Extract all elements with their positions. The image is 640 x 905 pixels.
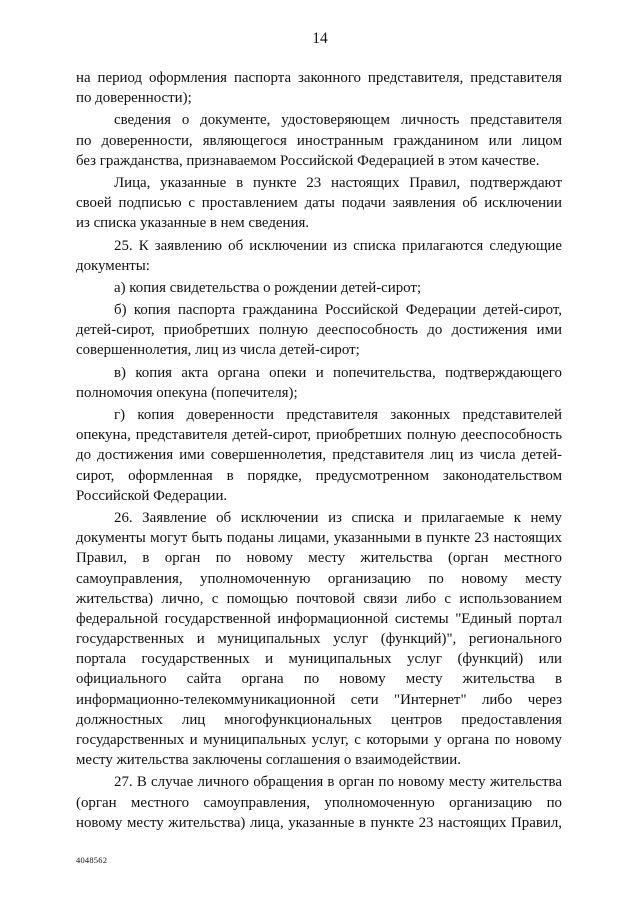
- text-line: 27. В случае личного обращения в орган по новому месту жительства: [114, 774, 562, 791]
- text-line: на период оформления паспорта законного представителя, представителя: [76, 70, 562, 86]
- text-line: сирот, оформленная в порядке, предусмотренном законодательством: [76, 467, 562, 484]
- text-line: Российской Федерации.: [76, 487, 228, 504]
- page-number: 14: [312, 30, 328, 47]
- paragraph: [76, 772, 562, 833]
- text-line: информационно-телекоммуникационной сети "Интернет" либо через: [76, 691, 562, 708]
- text-line: по доверенности, являющегося иностранным гражданином или лицом: [76, 132, 562, 149]
- text-line: государственных и муниципальных услуг (функций)", регионального: [76, 631, 562, 648]
- text-line: официального сайта органа по новому месту жительства в: [76, 671, 562, 688]
- text-line: должностных лиц многофункциональных центров предоставления: [76, 711, 562, 728]
- paragraph: [76, 278, 562, 298]
- document-code: 4048562: [76, 855, 108, 865]
- text-line: месту жительства заключены соглашения о взаимодействии.: [76, 752, 461, 769]
- text-line: документы:: [76, 257, 150, 274]
- text-line: 25. К заявлению об исключении из списка прилагаются следующие: [114, 237, 562, 254]
- text-line: совершеннолетия, лиц из числа детей-сирот;: [76, 342, 360, 359]
- text-line: самоуправления, уполномоченную организацию по новому месту: [76, 570, 562, 587]
- text-line: 26. Заявление об исключении из списка и прилагаемые к нему: [114, 509, 562, 526]
- text-line: г) копия доверенности представителя законных представителей: [114, 407, 562, 423]
- text-line: портала государственных и муниципальных услуг (функций) или: [76, 651, 562, 668]
- paragraph: [76, 173, 562, 234]
- text-line: детей-сирот, приобретших полную дееспособность до достижения ими: [76, 322, 562, 339]
- text-line: государственных и муниципальных услуг, с которыми у органа по новому: [76, 732, 562, 748]
- paragraph: [76, 405, 562, 506]
- text-line: полномочия опекуна (попечителя);: [76, 384, 298, 401]
- paragraph: [76, 68, 562, 108]
- text-line: новому месту жительства) лица, указанные в пункте 23 настоящих Правил,: [76, 814, 562, 831]
- text-line: из списка указанные в нем сведения.: [76, 215, 310, 232]
- text-line: документы могут быть поданы лицами, указанными в пункте 23 настоящих: [76, 530, 562, 547]
- paragraph: [76, 363, 562, 403]
- text-line: до достижения ими совершеннолетия, представителя лиц из числа детей-: [76, 447, 562, 464]
- paragraph: [76, 236, 562, 276]
- text-line: федеральной государственной информационной системы "Единый портал: [76, 610, 562, 627]
- text-line: без гражданства, признаваемом Российской Федерацией в этом качестве.: [76, 152, 540, 169]
- text-line: б) копия паспорта гражданина Российской Федерации детей-сирот,: [114, 302, 562, 319]
- text-line: в) копия акта органа опеки и попечительства, подтверждающего: [114, 364, 562, 381]
- paragraph: [76, 508, 562, 770]
- paragraph: [76, 110, 562, 171]
- text-line: (орган местного самоуправления, уполномоченную организацию по: [76, 794, 562, 811]
- text-line: жительства) лично, с помощью почтовой связи либо с использованием: [76, 590, 562, 607]
- text-line: опекуна, представителя детей-сирот, приобретших полную дееспособность: [76, 427, 562, 444]
- document-body: [76, 68, 562, 833]
- text-line: а) копия свидетельства о рождении детей-сирот;: [114, 279, 422, 296]
- text-line: сведения о документе, удостоверяющем личность представителя: [114, 112, 562, 129]
- text-line: Лица, указанные в пункте 23 настоящих Правил, подтверждают: [114, 174, 562, 191]
- text-line: по доверенности);: [76, 90, 192, 107]
- paragraph: [76, 300, 562, 361]
- text-line: своей подписью с проставлением даты подачи заявления об исключении: [76, 195, 562, 212]
- text-line: Правил, в орган по новому месту жительства (орган местного: [76, 550, 562, 567]
